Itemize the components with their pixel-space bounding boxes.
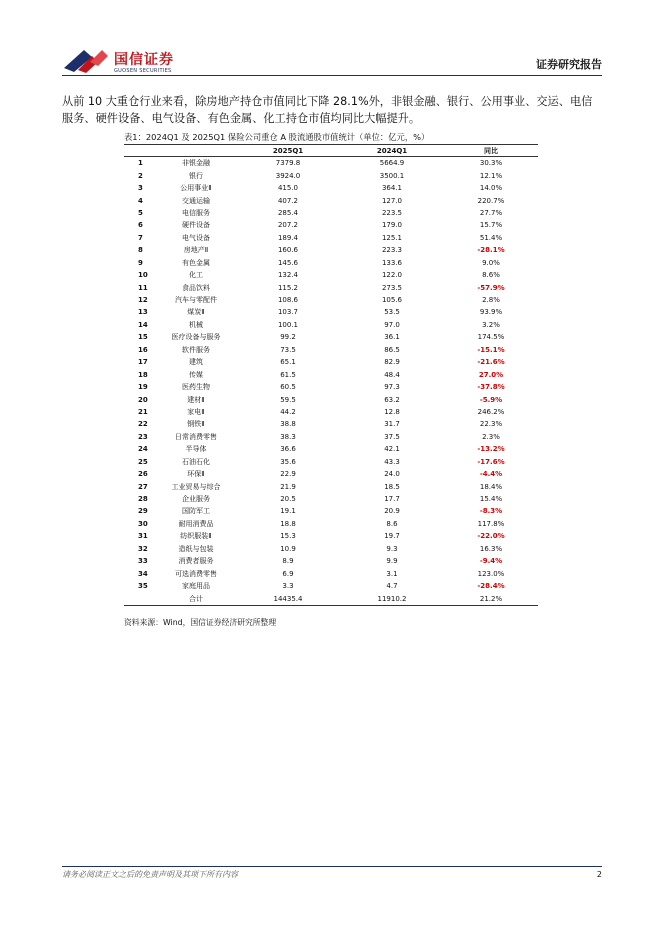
row-value-2025q1: 20.5 (280, 495, 296, 504)
table-row (124, 567, 538, 579)
row-value-2025q1: 38.3 (280, 432, 296, 441)
row-yoy: -28.4% (477, 582, 505, 591)
row-rank: 26 (138, 470, 148, 479)
row-value-2025q1: 21.9 (280, 482, 296, 491)
logo-text-en: GUOSEN SECURITIES (114, 68, 172, 74)
row-value-2024q1: 31.7 (384, 420, 400, 429)
row-rank: 10 (138, 271, 148, 280)
row-value-2025q1: 160.6 (277, 246, 299, 255)
row-industry: 造纸与包装 (178, 544, 214, 553)
row-value-2025q1: 407.2 (277, 196, 299, 205)
row-value-2025q1: 3924.0 (275, 171, 301, 180)
row-value-2024q1: 20.9 (384, 507, 400, 516)
row-industry: 食品饮料 (182, 283, 210, 292)
row-yoy: -28.1% (477, 246, 505, 255)
table-row (124, 356, 538, 368)
row-value-2024q1: 273.5 (381, 283, 403, 292)
row-industry: 机械 (189, 320, 203, 329)
row-yoy: -8.3% (479, 507, 503, 516)
guosen-logo (62, 44, 182, 76)
table-row (124, 505, 538, 517)
row-yoy: 2.8% (482, 296, 500, 305)
table-row (124, 219, 538, 231)
row-industry: 半导体 (185, 445, 207, 454)
table-row (124, 456, 538, 468)
table-row (124, 381, 538, 393)
row-rank: 13 (138, 308, 148, 317)
row-value-2024q1: 127.0 (381, 196, 403, 205)
row-industry: 耐用消费品 (178, 519, 214, 528)
table-row (124, 530, 538, 542)
row-value-2024q1: 53.5 (384, 308, 400, 317)
table-row (124, 580, 538, 592)
total-value-2024q1: 11910.2 (340, 592, 444, 605)
row-yoy: 93.9% (479, 308, 503, 317)
table-row (124, 269, 538, 281)
table-row (124, 194, 538, 206)
row-rank: 24 (138, 445, 148, 454)
row-rank: 20 (138, 395, 148, 404)
row-value-2024q1: 36.1 (384, 333, 400, 342)
row-value-2024q1: 24.0 (384, 470, 400, 479)
row-industry: 软件服务 (182, 345, 210, 354)
row-rank: 4 (138, 196, 143, 205)
row-value-2025q1: 35.6 (280, 457, 296, 466)
row-rank: 15 (138, 333, 148, 342)
row-rank: 1 (138, 159, 143, 168)
table-row (124, 468, 538, 480)
row-value-2025q1: 65.1 (280, 358, 296, 367)
row-yoy: -13.2% (477, 445, 505, 454)
row-yoy: 18.4% (479, 482, 503, 491)
row-yoy: 16.3% (479, 544, 503, 553)
row-value-2024q1: 18.5 (384, 482, 400, 491)
table-row (124, 555, 538, 567)
row-value-2024q1: 3500.1 (379, 171, 405, 180)
table-row (124, 257, 538, 269)
row-value-2024q1: 12.8 (384, 407, 400, 416)
page-number: 2 (596, 870, 602, 879)
row-industry: 房地产Ⅱ (183, 246, 209, 255)
row-value-2025q1: 6.9 (282, 569, 294, 578)
row-value-2025q1: 60.5 (280, 383, 296, 392)
row-industry: 电气设备 (182, 233, 210, 242)
row-industry: 钢铁Ⅱ (187, 420, 205, 429)
table-row (124, 368, 538, 380)
col-header-industry (156, 145, 236, 157)
row-value-2025q1: 99.2 (280, 333, 296, 342)
row-industry: 化工 (189, 271, 203, 280)
table-row (124, 169, 538, 181)
row-rank: 28 (138, 495, 148, 504)
row-yoy: 15.7% (479, 221, 503, 230)
row-value-2024q1: 37.5 (384, 432, 400, 441)
table-row (124, 319, 538, 331)
row-industry: 环保Ⅱ (187, 470, 205, 479)
row-yoy: 27.7% (479, 208, 503, 217)
table-source-note: 资料来源：Wind，国信证券经济研究所整理 (124, 618, 277, 627)
col-header-rank (124, 145, 156, 157)
row-value-2025q1: 207.2 (277, 221, 299, 230)
row-industry: 医疗设备与服务 (171, 333, 221, 342)
row-rank: 34 (138, 569, 148, 578)
row-industry: 建筑 (189, 358, 203, 367)
row-rank: 12 (138, 296, 148, 305)
row-rank: 33 (138, 557, 148, 566)
row-yoy: 9.0% (482, 258, 500, 267)
row-yoy: -22.0% (477, 532, 505, 541)
row-value-2025q1: 100.1 (277, 320, 299, 329)
table-row (124, 182, 538, 194)
row-value-2024q1: 223.5 (381, 208, 403, 217)
row-industry: 非银金融 (182, 159, 210, 168)
row-yoy: 123.0% (477, 569, 505, 578)
row-rank: 31 (138, 532, 148, 541)
row-rank: 35 (138, 582, 148, 591)
row-value-2024q1: 3.1 (386, 569, 398, 578)
total-label: 合计 (156, 592, 236, 605)
report-header (62, 40, 602, 80)
table-header-row (124, 145, 538, 157)
row-industry: 消费者服务 (178, 557, 214, 566)
row-value-2025q1: 61.5 (280, 370, 296, 379)
row-value-2024q1: 97.0 (384, 320, 400, 329)
table-caption: 表1：2024Q1 及 2025Q1 保险公司重仓 A 股流通股市值统计（单位：亿元，%） (124, 132, 430, 142)
row-yoy: 27.0% (478, 370, 504, 379)
row-value-2025q1: 115.2 (277, 283, 299, 292)
footer-disclaimer: 请务必阅读正文之后的免责声明及其项下所有内容 (62, 870, 238, 879)
row-yoy: 246.2% (477, 407, 505, 416)
row-value-2025q1: 189.4 (277, 233, 299, 242)
row-rank: 19 (138, 383, 148, 392)
table-row (124, 294, 538, 306)
row-industry: 可选消费零售 (175, 569, 217, 578)
row-yoy: 3.2% (482, 320, 500, 329)
row-industry: 石油石化 (182, 457, 210, 466)
row-industry: 银行 (189, 171, 203, 180)
row-yoy: 51.4% (479, 233, 503, 242)
row-rank: 9 (138, 258, 143, 267)
row-value-2024q1: 43.3 (384, 457, 400, 466)
table-row (124, 344, 538, 356)
total-rank-blank (124, 592, 156, 605)
row-rank: 6 (138, 221, 143, 230)
table-row (124, 418, 538, 430)
row-industry: 公用事业Ⅱ (180, 184, 212, 193)
table-row (124, 306, 538, 318)
row-value-2025q1: 10.9 (280, 544, 296, 553)
table-row (124, 493, 538, 505)
footer-divider (62, 866, 602, 867)
table-row (124, 518, 538, 530)
row-industry: 家庭用品 (182, 582, 210, 591)
row-rank: 25 (138, 457, 148, 466)
row-value-2025q1: 38.8 (280, 420, 296, 429)
row-value-2024q1: 63.2 (384, 395, 400, 404)
table-row (124, 157, 538, 170)
row-yoy: -5.9% (479, 395, 503, 404)
row-value-2024q1: 5664.9 (379, 159, 405, 168)
row-industry: 企业服务 (182, 495, 210, 504)
row-value-2024q1: 223.3 (381, 246, 403, 255)
row-value-2024q1: 364.1 (381, 184, 403, 193)
row-rank: 30 (138, 519, 148, 528)
row-yoy: -21.6% (477, 358, 505, 367)
table-body (124, 157, 538, 606)
row-rank: 18 (138, 370, 148, 379)
row-value-2025q1: 415.0 (277, 184, 299, 193)
row-industry: 有色金属 (182, 258, 210, 267)
row-rank: 17 (138, 358, 148, 367)
row-value-2024q1: 179.0 (381, 221, 403, 230)
col-header-2024q1: 2024Q1 (340, 145, 444, 157)
total-yoy: 21.2% (444, 592, 538, 605)
row-value-2025q1: 132.4 (277, 271, 299, 280)
row-rank: 11 (138, 283, 148, 292)
row-rank: 32 (138, 544, 148, 553)
table-row (124, 207, 538, 219)
table-row (124, 431, 538, 443)
row-yoy: 14.0% (479, 184, 503, 193)
table-total-row (124, 592, 538, 605)
table-row (124, 232, 538, 244)
row-value-2024q1: 105.6 (381, 296, 403, 305)
table-row (124, 331, 538, 343)
row-value-2024q1: 8.6 (386, 519, 398, 528)
row-value-2025q1: 8.9 (282, 557, 294, 566)
row-value-2025q1: 108.6 (277, 296, 299, 305)
table-row (124, 393, 538, 405)
row-rank: 23 (138, 432, 148, 441)
row-value-2025q1: 18.8 (280, 519, 296, 528)
row-rank: 7 (138, 233, 143, 242)
row-value-2025q1: 19.1 (280, 507, 296, 516)
row-value-2025q1: 3.3 (282, 582, 294, 591)
row-rank: 3 (138, 184, 143, 193)
row-value-2024q1: 82.9 (384, 358, 400, 367)
row-value-2025q1: 103.7 (277, 308, 299, 317)
row-value-2024q1: 17.7 (384, 495, 400, 504)
row-value-2025q1: 73.5 (280, 345, 296, 354)
guosen-logo-mark-icon (62, 44, 110, 76)
row-industry: 交通运输 (182, 196, 210, 205)
row-value-2024q1: 133.6 (381, 258, 403, 267)
row-industry: 家电Ⅱ (187, 407, 205, 416)
row-value-2024q1: 125.1 (381, 233, 403, 242)
row-yoy: 22.3% (479, 420, 503, 429)
row-yoy: -37.8% (477, 383, 505, 392)
row-industry: 工业贸易与综合 (171, 482, 221, 491)
row-value-2024q1: 42.1 (384, 445, 400, 454)
row-value-2025q1: 145.6 (277, 258, 299, 267)
row-yoy: 12.1% (479, 171, 503, 180)
row-rank: 16 (138, 345, 148, 354)
row-industry: 国防军工 (182, 507, 210, 516)
row-value-2025q1: 15.3 (280, 532, 296, 541)
row-yoy: 8.6% (482, 271, 500, 280)
row-yoy: -15.1% (477, 345, 505, 354)
row-yoy: 30.3% (479, 159, 503, 168)
row-yoy: 2.3% (482, 432, 500, 441)
row-yoy: -4.4% (479, 470, 503, 479)
table-row (124, 543, 538, 555)
row-value-2025q1: 7379.8 (275, 159, 301, 168)
table-row (124, 443, 538, 455)
row-rank: 27 (138, 482, 148, 491)
row-value-2025q1: 22.9 (280, 470, 296, 479)
row-value-2024q1: 4.7 (386, 582, 398, 591)
table-row (124, 281, 538, 293)
intro-paragraph: 从前 10 大重仓行业来看，除房地产持仓市值同比下降 28.1%外，非银金融、银行、公用事业、交运、电信服务、硬件设备、电气设备、有色金属、化工持仓市值均同比大幅提升。 (62, 95, 593, 125)
table-row (124, 480, 538, 492)
row-value-2025q1: 44.2 (280, 407, 296, 416)
row-yoy: 220.7% (477, 196, 505, 205)
row-yoy: 174.5% (477, 333, 505, 342)
row-rank: 8 (138, 246, 143, 255)
row-industry: 建材Ⅱ (187, 395, 205, 404)
row-rank: 5 (138, 208, 143, 217)
row-industry: 医药生物 (182, 383, 210, 392)
row-rank: 21 (138, 407, 148, 416)
col-header-2025q1: 2025Q1 (236, 145, 340, 157)
row-industry: 汽车与零配件 (175, 296, 217, 305)
row-yoy: 15.4% (479, 495, 503, 504)
row-rank: 14 (138, 320, 148, 329)
row-industry: 纺织服装Ⅱ (180, 532, 212, 541)
total-value-2025q1: 14435.4 (236, 592, 340, 605)
row-value-2025q1: 59.5 (280, 395, 296, 404)
row-value-2024q1: 97.3 (384, 383, 400, 392)
row-rank: 2 (138, 171, 143, 180)
row-value-2024q1: 48.4 (384, 370, 400, 379)
col-header-yoy: 同比 (444, 145, 538, 157)
row-value-2024q1: 9.9 (386, 557, 398, 566)
row-yoy: -9.4% (479, 557, 503, 566)
row-industry: 传媒 (189, 370, 203, 379)
row-value-2025q1: 285.4 (277, 208, 299, 217)
row-value-2024q1: 9.3 (386, 544, 398, 553)
row-value-2024q1: 19.7 (384, 532, 400, 541)
row-rank: 29 (138, 507, 148, 516)
table-row (124, 406, 538, 418)
row-industry: 煤炭Ⅱ (187, 308, 205, 317)
logo-text-cn: 国信证券 (114, 52, 174, 68)
row-yoy: -17.6% (477, 457, 505, 466)
row-industry: 日常消费零售 (175, 432, 217, 441)
row-rank: 22 (138, 420, 148, 429)
row-yoy: 117.8% (477, 519, 505, 528)
holdings-table (124, 144, 538, 606)
report-type-label: 证券研究报告 (536, 58, 602, 71)
row-value-2024q1: 86.5 (384, 345, 400, 354)
row-value-2025q1: 36.6 (280, 445, 296, 454)
row-yoy: -57.9% (477, 283, 505, 292)
header-divider (62, 75, 602, 76)
table-row (124, 244, 538, 256)
row-industry: 硬件设备 (182, 221, 210, 230)
row-industry: 电信服务 (182, 208, 210, 217)
row-value-2024q1: 122.0 (381, 271, 403, 280)
